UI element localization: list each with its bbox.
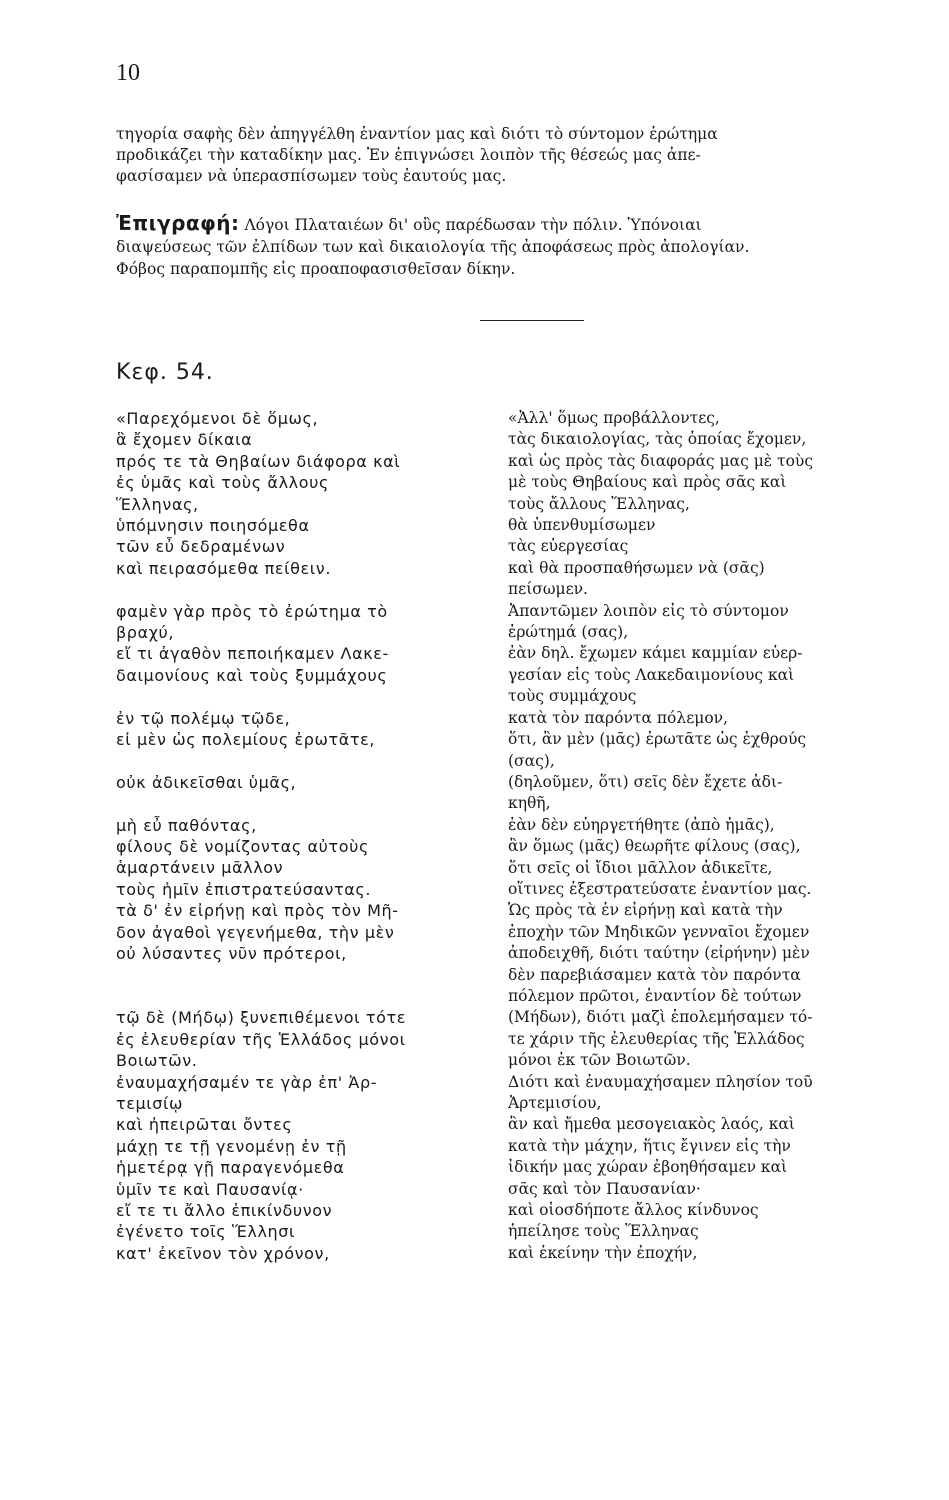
greek-text-line: ἐς ἐλευθερίαν τῆς Ἑλλάδος μόνοι: [116, 1029, 406, 1049]
greek-text-line: Ἕλληνας,: [116, 494, 199, 514]
greek-text-line: οὐκ ἀδικεῖσθαι ὑμᾶς,: [116, 772, 297, 792]
greek-text-line: μὴ εὖ παθόντας,: [116, 815, 257, 835]
translation-line: «Ἀλλ' ὅμως προβάλλοντες,: [508, 409, 720, 427]
greek-text-line: [116, 793, 486, 814]
translation-line: καὶ ὡς πρὸς τὰς διαφοράς μας μὲ τοὺς: [508, 451, 814, 470]
translation-line: κατὰ τὸν παρόντα πόλεμον,: [508, 708, 728, 727]
translation-line: ὅτι, ἂν μὲν (μᾶς) ἐρωτᾶτε ὡς ἐχθρούς: [508, 730, 807, 749]
greek-text-line: τοὺς ἡμῖν ἐπιστρατεύσαντας.: [116, 879, 372, 899]
translation-line: ἐὰν δὲν εὐηργετήθητε (ἀπὸ ἡμᾶς),: [508, 815, 775, 834]
greek-text-line: [116, 986, 486, 1007]
translation-line: ἂν ὅμως (μᾶς) θεωρῆτε φίλους (σας),: [508, 837, 801, 856]
epigraph: [116, 212, 916, 280]
translation-line: (Μήδων), διότι μαζὶ ἐπολεμήσαμεν τό-: [508, 1008, 813, 1027]
translation-line: κατὰ τὴν μάχην, ἥτις ἔγινεν εἰς τὴν: [508, 1136, 791, 1155]
greek-text-line: οὐ λύσαντες νῦν πρότεροι,: [116, 944, 347, 964]
greek-text-line: βραχύ,: [116, 623, 175, 643]
translation-line: δὲν παρεβιάσαμεν κατὰ τὸν παρόντα: [508, 965, 801, 984]
greek-text-line: ἃ ἔχομεν δίκαια: [116, 430, 253, 450]
translation-line: ἐὰν δηλ. ἔχωμεν κάμει καμμίαν εὐερ-: [508, 644, 803, 663]
greek-text-line: κατ' ἐκεῖνον τὸν χρόνον,: [116, 1243, 330, 1263]
greek-text-line: τὰ δ' ἐν εἰρήνῃ καὶ πρὸς τὸν Μῆ-: [116, 901, 399, 921]
translation-line: ἂν καὶ ἤμεθα μεσογειακὸς λαός, καὶ: [508, 1115, 795, 1134]
epigraph-label: Ἐπιγραφή:: [116, 211, 240, 235]
epigraph-line: [116, 212, 916, 236]
epigraph-line: διαψεύσεως τῶν ἐλπίδων των καὶ δικαιολογία τῆς ἀποφάσεως πρὸς ἀπολογίαν.: [116, 238, 750, 256]
translation-line: (δηλοῦμεν, ὅτι) σεῖς δὲν ἔχετε ἀδι-: [508, 772, 783, 791]
translation-line: Ὡς πρὸς τὰ ἐν εἰρήνῃ καὶ κατὰ τὴν: [508, 901, 783, 920]
greek-text-line: καὶ πειρασόμεθα πείθειν.: [116, 558, 332, 578]
translation-line: μὲ τοὺς Θηβαίους καὶ πρὸς σᾶς καὶ: [508, 473, 787, 492]
intro-line: τηγορία σαφὴς δὲν ἀπηγγέλθη ἐναντίον μας καὶ διότι τὸ σύντομον ἐρώτημα: [116, 125, 718, 143]
greek-text-line: πρός τε τὰ Θηβαίων διάφορα καὶ: [116, 451, 401, 471]
translation-line: γεσίαν εἰς τοὺς Λακεδαιμονίους καὶ: [508, 665, 795, 684]
section-divider: [480, 320, 584, 321]
intro-line: φασίσαμεν νὰ ὑπερασπίσωμεν τοὺς ἑαυτούς μας.: [116, 167, 507, 185]
translation-line: θὰ ὑπενθυμίσωμεν: [508, 516, 656, 535]
greek-text-line: ὑμῖν τε καὶ Παυσανίᾳ·: [116, 1179, 304, 1199]
greek-text-line: φίλους δὲ νομίζοντας αὐτοὺς: [116, 837, 369, 857]
greek-text-line: Βοιωτῶν.: [116, 1051, 198, 1071]
greek-text-line: τῷ δὲ (Μήδῳ) ξυνεπιθέμενοι τότε: [116, 1008, 406, 1028]
greek-text-line: ἐναυμαχήσαμέν τε γὰρ ἐπ' Ἀρ-: [116, 1072, 378, 1092]
greek-text-line: [116, 750, 486, 771]
translation-line: τοὺς συμμάχους: [508, 687, 637, 706]
page-number: 10: [116, 60, 140, 86]
translation-line: τε χάριν τῆς ἐλευθερίας τῆς Ἑλλάδος: [508, 1029, 805, 1048]
translation-line: ὅτι σεῖς οἱ ἴδιοι μᾶλλον ἀδικεῖτε,: [508, 858, 773, 877]
greek-text-line: εἰ μὲν ὡς πολεμίους ἐρωτᾶτε,: [116, 730, 376, 750]
greek-text-line: τῶν εὖ δεδραμένων: [116, 537, 286, 557]
translation-column: [508, 408, 928, 1264]
intro-line: προδικάζει τὴν καταδίκην μας. Ἐν ἐπιγνώσει λοιπὸν τῆς θέσεώς μας ἀπε-: [116, 146, 701, 164]
greek-text-line: ὑπόμνησιν ποιησόμεθα: [116, 516, 310, 536]
greek-text-line: ἡμετέρᾳ γῇ παραγενόμεθα: [116, 1158, 345, 1178]
greek-text-line: [116, 686, 486, 707]
greek-text-line: εἴ τε τι ἄλλο ἐπικίνδυνον: [116, 1200, 333, 1220]
greek-text-line: δον ἀγαθοὶ γεγενήμεθα, τὴν μὲν: [116, 922, 395, 942]
greek-text-line: μάχῃ τε τῇ γενομένῃ ἐν τῇ: [116, 1136, 347, 1156]
greek-text-line: εἴ τι ἀγαθὸν πεποιήκαμεν Λακε-: [116, 644, 389, 664]
translation-line: ἐποχὴν τῶν Μηδικῶν γενναῖοι ἔχομεν: [508, 922, 810, 941]
translation-line: ἀποδειχθῆ, διότι ταύτην (εἰρήνην) μὲν: [508, 944, 810, 963]
greek-text-line: καὶ ἠπειρῶται ὄντες: [116, 1115, 293, 1135]
translation-line: ἰδικήν μας χώραν ἐβοηθήσαμεν καὶ: [508, 1158, 788, 1177]
translation-line: σᾶς καὶ τὸν Παυσανίαν·: [508, 1179, 701, 1198]
greek-text-line: [116, 965, 486, 986]
chapter-heading: Κεφ. 54.: [116, 360, 214, 385]
translation-line: τοὺς ἄλλους Ἕλληνας,: [508, 494, 690, 513]
translation-line: τὰς δικαιολογίας, τὰς ὁποίας ἔχομεν,: [508, 430, 807, 449]
translation-line: πόλεμον πρῶτοι, ἐναντίον δὲ τούτων: [508, 986, 802, 1005]
translation-line: καὶ θὰ προσπαθήσωμεν νὰ (σᾶς): [508, 558, 765, 577]
greek-text-line: «Παρεχόμενοι δὲ ὅμως,: [116, 409, 319, 428]
translation-line: μόνοι ἐκ τῶν Βοιωτῶν.: [508, 1051, 691, 1070]
greek-text-line: ἐγένετο τοῖς Ἕλλησι: [116, 1222, 296, 1242]
translation-line: καὶ ἐκείνην τὴν ἐποχήν,: [508, 1243, 698, 1262]
translation-line: κηθῆ,: [508, 794, 551, 813]
translation-line: πείσωμεν.: [508, 580, 588, 599]
translation-line: Ἀρτεμισίου,: [508, 1094, 602, 1112]
greek-text-line: τεμισίῳ: [116, 1093, 184, 1113]
greek-text-line: [116, 579, 486, 600]
greek-text-line: ἁμαρτάνειν μᾶλλον: [116, 858, 284, 878]
greek-text-line: δαιμονίους καὶ τοὺς ξυμμάχους: [116, 665, 388, 685]
translation-line: καὶ οἱοσδήποτε ἄλλος κίνδυνος: [508, 1201, 759, 1220]
epigraph-text: Λόγοι Πλαταιέων δι' οὓς παρέδωσαν τὴν πόλιν. Ὑπόνοιαι: [244, 216, 702, 234]
greek-text-line: φαμὲν γὰρ πρὸς τὸ ἐρώτημα τὸ: [116, 601, 388, 621]
greek-text-line: ἐν τῷ πολέμῳ τῷδε,: [116, 708, 291, 728]
translation-line: ἐρώτημά (σας),: [508, 623, 629, 642]
translation-line: τὰς εὐεργεσίας: [508, 537, 629, 556]
translation-line: ἠπείλησε τοὺς Ἕλληνας: [508, 1222, 699, 1241]
intro-paragraph: [116, 124, 916, 187]
greek-text-line: ἐς ὑμᾶς καὶ τοὺς ἄλλους: [116, 473, 329, 493]
greek-text-column: [116, 408, 486, 1264]
translation-line: οἵτινες ἐξεστρατεύσατε ἐναντίον μας.: [508, 879, 812, 898]
translation-line: Ἀπαντῶμεν λοιπὸν εἰς τὸ σύντομον: [508, 601, 789, 620]
epigraph-line: Φόβος παραπομπῆς εἰς προαποφασισθεῖσαν δίκην.: [116, 260, 516, 278]
translation-line: Διότι καὶ ἐναυμαχήσαμεν πλησίον τοῦ: [508, 1072, 813, 1091]
translation-line: (σας),: [508, 751, 555, 770]
